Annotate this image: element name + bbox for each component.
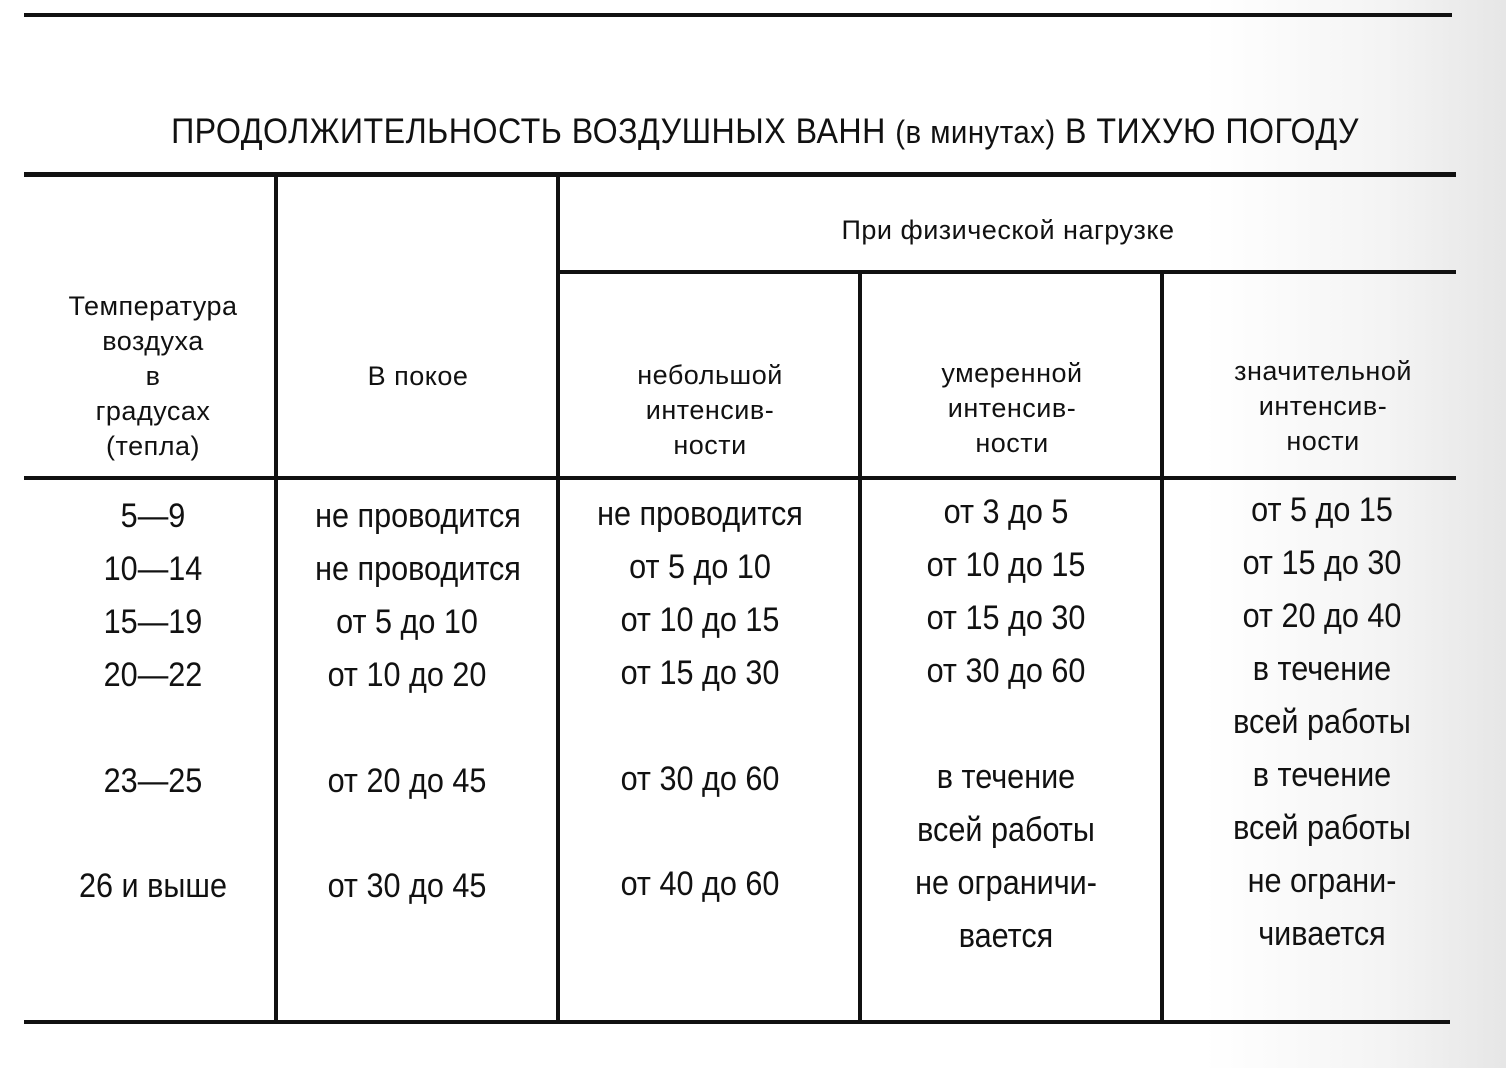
header-bottom-rule bbox=[24, 476, 1456, 480]
header-moderate-line: ности bbox=[975, 427, 1049, 458]
header-temperature-line: Температура bbox=[68, 290, 238, 321]
header-physical-load bbox=[560, 210, 1456, 250]
header-rest-label: В покое bbox=[367, 360, 469, 391]
table-title bbox=[61, 112, 1469, 152]
header-temperature bbox=[30, 286, 276, 466]
title-upper: ПРОДОЛЖИТЕЛЬНОСТЬ ВОЗДУШНЫХ ВАНН bbox=[171, 112, 886, 151]
header-moderate bbox=[862, 354, 1162, 462]
cell-heavy: от 5 до 15 bbox=[1251, 491, 1393, 529]
cell-moderate: не ограничи- bbox=[915, 864, 1097, 902]
subheader-rule bbox=[560, 270, 1456, 274]
cell-moderate: всей работы bbox=[917, 811, 1095, 849]
header-heavy-line: ности bbox=[1286, 425, 1360, 456]
cell-rest: от 5 до 10 bbox=[336, 603, 478, 641]
cell-light: от 5 до 10 bbox=[629, 548, 771, 586]
cell-light: не проводится bbox=[597, 495, 803, 533]
header-moderate-line: умеренной bbox=[941, 357, 1083, 388]
cell-rest: не проводится bbox=[315, 550, 521, 588]
title-paren: (в минутах) bbox=[895, 114, 1056, 150]
header-temperature-line: в bbox=[145, 360, 161, 391]
table-bottom-rule bbox=[24, 1020, 1450, 1024]
header-light-line: небольшой bbox=[637, 359, 783, 390]
header-temperature-line: воздуха bbox=[102, 325, 204, 356]
header-light-line: ности bbox=[673, 429, 747, 460]
cell-heavy: чивается bbox=[1258, 915, 1386, 953]
header-moderate-line: интенсив- bbox=[947, 392, 1077, 423]
cell-heavy: в течение bbox=[1252, 650, 1392, 688]
cell-heavy: всей работы bbox=[1233, 809, 1411, 847]
cell-temp: 5—9 bbox=[120, 497, 186, 535]
header-temperature-line: (тепла) bbox=[106, 430, 200, 461]
header-light bbox=[560, 356, 860, 464]
cell-temp: 15—19 bbox=[103, 603, 203, 641]
header-heavy-line: интенсив- bbox=[1258, 390, 1388, 421]
cell-heavy: от 15 до 30 bbox=[1242, 544, 1402, 582]
cell-light: от 30 до 60 bbox=[620, 760, 780, 798]
cell-moderate: от 30 до 60 bbox=[926, 652, 1086, 690]
cell-moderate: от 3 до 5 bbox=[943, 493, 1069, 531]
vrule-2 bbox=[556, 176, 560, 1022]
cell-moderate: вается bbox=[958, 917, 1054, 955]
header-rest bbox=[278, 350, 558, 402]
cell-light: от 40 до 60 bbox=[620, 865, 780, 903]
table-top-rule bbox=[24, 172, 1456, 177]
cell-rest: от 10 до 20 bbox=[327, 656, 487, 694]
cell-temp: 26 и выше bbox=[79, 867, 227, 905]
top-rule bbox=[24, 13, 1452, 17]
cell-moderate: от 15 до 30 bbox=[926, 599, 1086, 637]
cell-heavy: всей работы bbox=[1233, 703, 1411, 741]
cell-light: от 10 до 15 bbox=[620, 601, 780, 639]
cell-temp: 23—25 bbox=[103, 762, 203, 800]
cell-heavy: не ограни- bbox=[1247, 862, 1397, 900]
header-physical-load-label: При физической нагрузке bbox=[841, 214, 1175, 245]
cell-temp: 10—14 bbox=[103, 550, 203, 588]
cell-temp: 20—22 bbox=[103, 656, 203, 694]
cell-heavy: в течение bbox=[1252, 756, 1392, 794]
cell-moderate: в течение bbox=[936, 758, 1076, 796]
cell-heavy: от 20 до 40 bbox=[1242, 597, 1402, 635]
header-heavy bbox=[1164, 352, 1482, 460]
title-tail: В ТИХУЮ ПОГОДУ bbox=[1065, 112, 1359, 151]
header-heavy-line: значительной bbox=[1234, 355, 1412, 386]
cell-light: от 15 до 30 bbox=[620, 654, 780, 692]
cell-rest: от 20 до 45 bbox=[327, 762, 487, 800]
cell-rest: от 30 до 45 bbox=[327, 867, 487, 905]
header-light-line: интенсив- bbox=[645, 394, 775, 425]
cell-rest: не проводится bbox=[315, 497, 521, 535]
header-temperature-line: градусах bbox=[95, 395, 211, 426]
cell-moderate: от 10 до 15 bbox=[926, 546, 1086, 584]
